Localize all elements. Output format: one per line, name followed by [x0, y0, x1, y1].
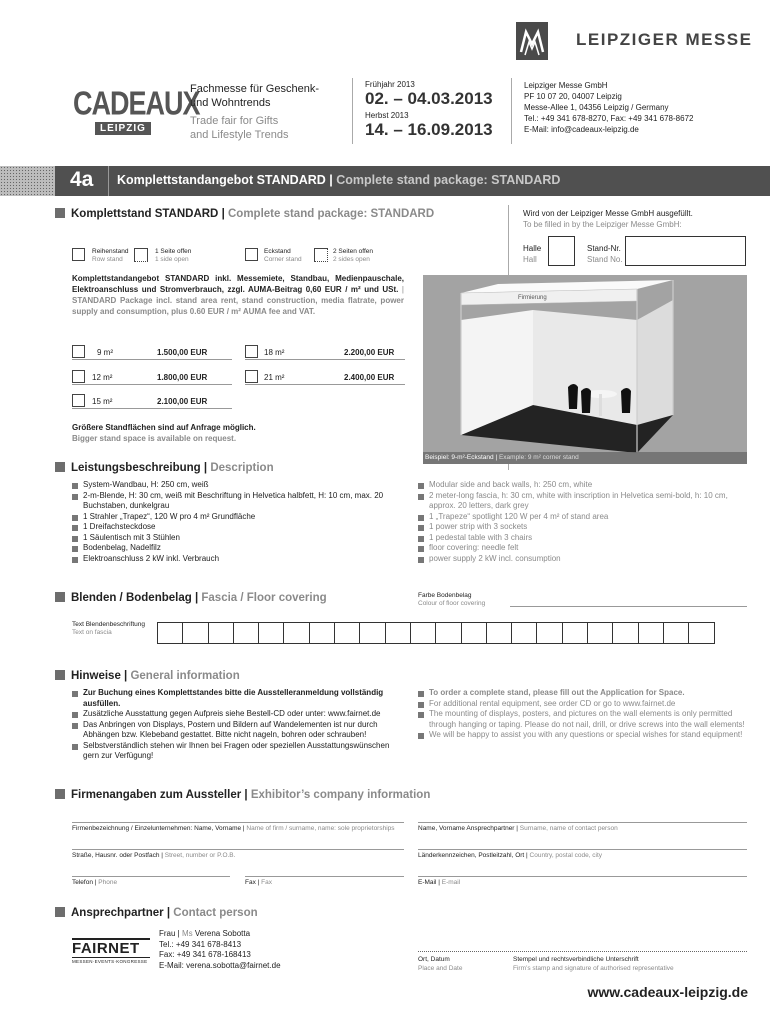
list-item: Elektroanschluss 2 kW inkl. Verbrauch: [72, 554, 407, 565]
size-12-label: 12 m²: [92, 373, 113, 382]
spring-dates: 02. – 04.03.2013: [365, 89, 493, 108]
street-input[interactable]: [72, 849, 404, 850]
contact-person-input[interactable]: [418, 822, 747, 823]
banner-separator: |: [329, 173, 333, 187]
list-item: 1 Dreifachsteckdose: [72, 522, 407, 533]
tagline-en-2: and Lifestyle Trends: [190, 129, 289, 141]
list-item: Modular side and back walls, h: 250 cm, white: [418, 480, 748, 491]
size-18-checkbox[interactable]: [245, 345, 258, 358]
standnr-label: Stand-Nr.: [587, 244, 621, 253]
fascia-text-input[interactable]: [157, 622, 714, 644]
mm-logo-icon: [516, 22, 548, 60]
fascia-letter-cell[interactable]: [435, 622, 461, 644]
fascia-title-en: Fascia / Floor covering: [201, 592, 327, 604]
list-item: Zusätzliche Ausstattung gegen Aufpreis siehe Bestell-CD oder unter: www.fairnet.de: [72, 709, 407, 720]
package-text-en: STANDARD Package incl. stand area rent, stand construction, media flatrate, power supply and consumption, plus 0.60 EUR / m² AUMA fee and VAT.: [72, 296, 404, 316]
email-label: E-Mail: [418, 879, 437, 886]
place-date-label-en: Place and Date: [418, 965, 463, 972]
filled-by-de: Wird von der Leipziger Messe GmbH ausgefüllt.: [523, 209, 693, 218]
phone-label-en: Phone: [98, 879, 118, 886]
country-label: Länderkennzeichen, Postleitzahl, Ort: [418, 852, 525, 859]
size-9-checkbox[interactable]: [72, 345, 85, 358]
phone-label: Telefon: [72, 879, 93, 886]
row-stand-label-en: Row stand: [92, 256, 123, 263]
fascia-letter-cell[interactable]: [410, 622, 436, 644]
stamp-label-en: Firm’s stamp and signature of authorised representative: [513, 965, 674, 972]
contact-phone: Tel.: +49 341 678-8413: [159, 939, 242, 949]
fascia-letter-cell[interactable]: [208, 622, 234, 644]
fascia-letter-cell[interactable]: [511, 622, 537, 644]
org-po: PF 10 07 20, 04007 Leipzig: [524, 92, 622, 101]
two-sides-open-label: 2 Seiten offen: [333, 248, 373, 255]
hall-input[interactable]: [548, 236, 575, 266]
section-marker-icon: [55, 592, 65, 602]
fascia-letter-cell[interactable]: [486, 622, 512, 644]
section-marker-icon: [55, 670, 65, 680]
stand-photo: [423, 275, 747, 464]
stand-section-title-de: Komplettstand STANDARD: [71, 208, 219, 220]
fascia-letter-cell[interactable]: [638, 622, 664, 644]
standnr-input[interactable]: [625, 236, 746, 266]
list-item: 2-m-Blende, H: 30 cm, weiß mit Beschriftung in Helvetica halbfett, H: 10 cm, max. 20 Buchstaben, dunkelgrau: [72, 491, 407, 512]
autumn-dates: 14. – 16.09.2013: [365, 120, 493, 139]
place-date-input[interactable]: [418, 951, 747, 952]
fax-label: Fax: [245, 879, 256, 886]
list-item: 1 Säulentisch mit 3 Stühlen: [72, 533, 407, 544]
leipziger-messe-logo: [516, 22, 548, 60]
list-item: 1 pedestal table with 3 chairs: [418, 533, 748, 544]
banner-title-en: Complete stand package: STANDARD: [336, 173, 561, 187]
footer-url[interactable]: www.cadeaux-leipzig.de: [587, 984, 748, 1000]
floor-color-label-en: Colour of floor covering: [418, 600, 486, 607]
list-item: 2 meter-long fascia, h: 30 cm, white with inscription in Helvetica semi-bold, h: 10 cm, approx. 20 letters, dark grey: [418, 491, 748, 512]
size-15-checkbox[interactable]: [72, 394, 85, 407]
section-marker-icon: [55, 208, 65, 218]
contact-fax: Fax: +49 341 678-168413: [159, 950, 251, 959]
row-stand-label: Reihenstand: [92, 248, 129, 255]
fascia-letter-cell[interactable]: [461, 622, 487, 644]
fascia-letter-cell[interactable]: [157, 622, 183, 644]
standnr-label-en: Stand No.: [587, 255, 623, 264]
photo-caption-de: Beispiel: 9-m²-Eckstand: [425, 454, 494, 461]
list-item: We will be happy to assist you with any questions or special wishes for stand equipment!: [418, 730, 748, 741]
fairnet-logo: [72, 938, 150, 964]
list-item: Das Anbringen von Displays, Postern und Bildern auf Wandelementen ist nur durch Abhängen bzw. Klebeband gestattet. Bitte nicht nageln, bohren oder schrauben!: [72, 720, 407, 741]
description-title-de: Leistungsbeschreibung: [71, 462, 201, 474]
filled-by-en: To be filled in by the Leipziger Messe GmbH:: [523, 220, 682, 229]
brand-name: LEIPZIGER MESSE: [576, 30, 753, 49]
cadeaux-logo-city: LEIPZIG: [95, 122, 151, 135]
fascia-title-de: Blenden / Bodenbelag: [71, 592, 192, 604]
floor-color-input[interactable]: [510, 606, 747, 607]
email-input[interactable]: [418, 876, 747, 877]
two-sides-open-label-en: 2 sides open: [333, 256, 370, 263]
fascia-text-label-en: Text on fascia: [72, 629, 112, 636]
size-15-price: 2.100,00 EUR: [157, 397, 208, 406]
description-title-en: Description: [210, 462, 274, 474]
salutation-en: Ms: [181, 929, 193, 938]
list-item: Selbstverständlich stehen wir Ihnen bei Fragen oder speziellen Ausstattungswünschen gern zur Verfügung!: [72, 741, 407, 762]
contact-person-label-en: Surname, name of contact person: [519, 825, 618, 832]
fascia-letter-cell[interactable]: [612, 622, 638, 644]
salutation-de: Frau: [159, 929, 176, 938]
list-item: power supply 2 kW incl. consumption: [418, 554, 748, 565]
contact-title-de: Ansprechpartner: [71, 907, 164, 919]
larger-stand-en: Bigger stand space is available on request.: [72, 434, 237, 443]
firm-input[interactable]: [72, 822, 404, 823]
list-item: To order a complete stand, please fill out the Application for Space.: [418, 688, 748, 699]
hall-label-en: Hall: [523, 255, 537, 264]
section-marker-icon: [55, 789, 65, 799]
spring-label: Frühjahr 2013: [365, 80, 415, 89]
fascia-letter-cell[interactable]: [385, 622, 411, 644]
tagline-de-1: Fachmesse für Geschenk-: [190, 83, 319, 95]
firm-label: Firmenbezeichnung / Einzelunternehmen: Name, Vorname: [72, 825, 242, 832]
one-side-open-label: 1 Seite offen: [155, 248, 192, 255]
contact-person-label: Name, Vorname Ansprechpartner: [418, 825, 515, 832]
org-email: E-Mail: info@cadeaux-leipzig.de: [524, 125, 639, 134]
size-21-price: 2.400,00 EUR: [344, 373, 395, 382]
company-title-en: Exhibitor’s company information: [250, 789, 431, 801]
size-21-label: 21 m²: [264, 373, 285, 382]
size-15-label: 15 m²: [92, 397, 113, 406]
fascia-letter-cell[interactable]: [233, 622, 259, 644]
cadeaux-logo-word: CADEAUX: [73, 84, 200, 122]
cadeaux-logo: [73, 82, 200, 138]
place-date-label: Ort, Datum: [418, 956, 450, 963]
firm-label-en: Name of firm / surname, name: sole proprietorships: [246, 825, 395, 832]
fascia-letter-cell[interactable]: [334, 622, 360, 644]
list-item: 1 Strahler „Trapez“, 120 W pro 4 m² Grundfläche: [72, 512, 407, 523]
list-item: For additional rental equipment, see order CD or go to www.fairnet.de: [418, 699, 748, 710]
list-item: floor covering: needle felt: [418, 543, 748, 554]
photo-caption-en: Example: 9 m² corner stand: [498, 454, 579, 461]
floor-color-label: Farbe Bodenbelag: [418, 592, 472, 599]
list-item: 1 power strip with 3 sockets: [418, 522, 748, 533]
fax-input[interactable]: [245, 876, 404, 877]
package-text: Komplettstandangebot STANDARD inkl. Messemiete, Standbau, Medienpauschale, Elektroanschluss und Stromverbrauch, zzgl. AUMA-Beitrag 0,60 EUR / m² und USt. | STANDARD Package incl. stand area rent, stand construction, media flatrate, power supply and consumption, plus 0.60 EUR / m² AUMA fee and VAT.: [72, 274, 404, 316]
size-12-price: 1.800,00 EUR: [157, 373, 208, 382]
description-list-de: [72, 480, 407, 564]
fairnet-logo-word: FAIRNET: [72, 938, 150, 956]
fascia-letter-cell[interactable]: [536, 622, 562, 644]
size-9-label: 9 m²: [97, 348, 113, 357]
hall-label: Halle: [523, 244, 542, 253]
fascia-letter-cell[interactable]: [258, 622, 284, 644]
row-stand-checkbox[interactable]: [72, 248, 85, 261]
general-title-de: Hinweise: [71, 670, 121, 682]
fascia-letter-cell[interactable]: [359, 622, 385, 644]
corner-stand-checkbox[interactable]: [245, 248, 258, 261]
stamp-label: Stempel und rechtsverbindliche Unterschrift: [513, 956, 639, 963]
country-input[interactable]: [418, 849, 747, 850]
contact-person-name: Verena Sobotta: [194, 929, 251, 938]
general-list-en: [418, 688, 748, 741]
size-21-checkbox[interactable]: [245, 370, 258, 383]
fascia-letter-cell[interactable]: [309, 622, 335, 644]
size-18-price: 2.200,00 EUR: [344, 348, 395, 357]
photo-caption: Beispiel: 9-m²-Eckstand | Example: 9 m² corner stand: [423, 452, 747, 464]
fax-label-en: Fax: [261, 879, 272, 886]
fascia-letter-cell[interactable]: [182, 622, 208, 644]
tagline-de-2: und Wohntrends: [190, 97, 271, 109]
autumn-label: Herbst 2013: [365, 111, 409, 120]
size-18-label: 18 m²: [264, 348, 285, 357]
banner-number: 4a: [70, 168, 94, 191]
fascia-letter-cell[interactable]: [562, 622, 588, 644]
list-item: The mounting of displays, posters, and pictures on the wall elements is only permitted through hanging or taping. Please do not nail, drill, or drive screws into the wall elements!: [418, 709, 748, 730]
one-side-open-label-en: 1 side open: [155, 256, 189, 263]
list-item: System-Wandbau, H: 250 cm, weiß: [72, 480, 407, 491]
email-label-en: E-mail: [441, 879, 461, 886]
org-name: Leipziger Messe GmbH: [524, 81, 608, 90]
list-item: Bodenbelag, Nadelfilz: [72, 543, 407, 554]
contact-title-en: Contact person: [173, 907, 258, 919]
corner-stand-label: Eckstand: [264, 248, 291, 255]
package-text-de: Komplettstandangebot STANDARD inkl. Messemiete, Standbau, Medienpauschale, Elektroanschluss und Stromverbrauch, zzgl. AUMA-Beitrag 0,60 EUR / m² und USt.: [72, 274, 404, 294]
description-list-en: [418, 480, 748, 564]
fascia-letter-cell[interactable]: [283, 622, 309, 644]
stand-section-title-en: Complete stand package: STANDARD: [227, 208, 435, 220]
tagline-en-1: Trade fair for Gifts: [190, 115, 279, 127]
fascia-text-label: Text Blendenbeschriftung: [72, 621, 145, 628]
contact-email: E-Mail: verena.sobotta@fairnet.de: [159, 960, 281, 970]
larger-stand-de: Größere Standflächen sind auf Anfrage möglich.: [72, 423, 256, 432]
fascia-letter-cell[interactable]: [587, 622, 613, 644]
street-label-en: Street, number or P.O.B.: [164, 852, 236, 859]
section-marker-icon: [55, 462, 65, 472]
photo-fascia-text: Firmierung: [518, 295, 547, 301]
general-title-en: General information: [130, 670, 240, 682]
banner-title-de: Komplettstandangebot STANDARD: [117, 173, 326, 187]
row-stand-diagram: [134, 248, 148, 262]
corner-stand-diagram: [314, 248, 328, 262]
country-label-en: Country, postal code, city: [529, 852, 603, 859]
phone-input[interactable]: [72, 876, 230, 877]
list-item: Zur Buchung eines Komplettstandes bitte die Ausstelleranmeldung vollständig ausfüllen.: [72, 688, 407, 709]
general-list-de: [72, 688, 407, 762]
org-phone: Tel.: +49 341 678-8270, Fax: +49 341 678-8672: [524, 114, 694, 123]
fascia-letter-cell[interactable]: [663, 622, 689, 644]
corner-stand-label-en: Corner stand: [264, 256, 302, 263]
size-9-price: 1.500,00 EUR: [157, 348, 208, 357]
org-address: Messe-Allee 1, 04356 Leipzig / Germany: [524, 103, 669, 112]
fascia-letter-cell[interactable]: [688, 622, 714, 644]
fairnet-logo-sub: MESSEN·EVENTS·KONGRESSE: [72, 957, 150, 964]
list-item: 1 „Trapeze“ spotlight 120 W per 4 m² of stand area: [418, 512, 748, 523]
section-marker-icon: [55, 907, 65, 917]
street-label: Straße, Hausnr. oder Postfach: [72, 852, 160, 859]
company-title-de: Firmenangaben zum Aussteller: [71, 789, 242, 801]
size-12-checkbox[interactable]: [72, 370, 85, 383]
stand-illustration-icon: [423, 275, 747, 464]
